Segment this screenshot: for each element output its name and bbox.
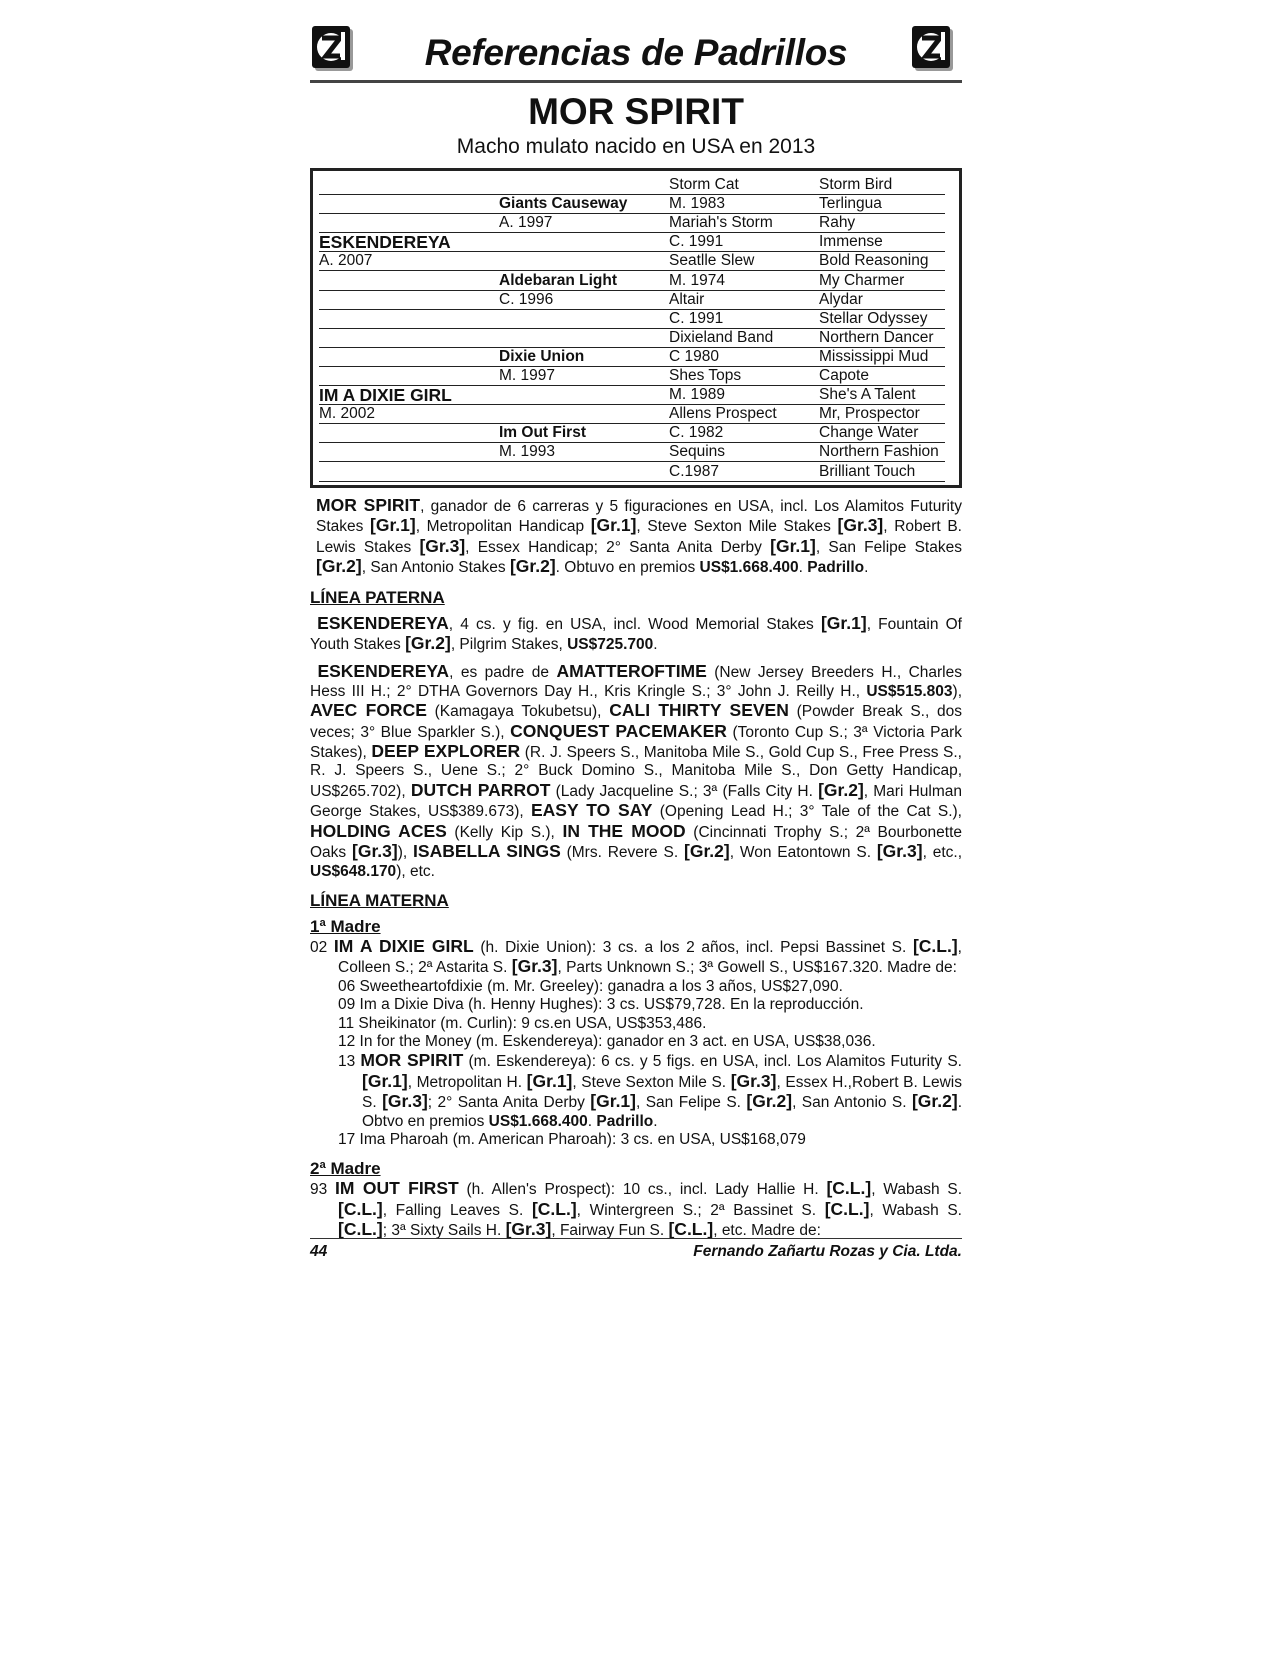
grade-badge: [Gr.1] xyxy=(820,612,867,633)
pedigree-cell: C.1987 xyxy=(669,462,719,480)
pedigree-cell: Altair xyxy=(669,290,705,308)
list-item: 06 Sweetheartofdixie (m. Mr. Greeley): ganadra a los 3 años, US$27,090. xyxy=(338,977,843,995)
pedigree-cell: C. 1991 xyxy=(669,309,724,327)
pedigree-cell: Rahy xyxy=(819,214,856,232)
pedigree-cell: Mississippi Mud xyxy=(819,347,929,365)
pedigree-row xyxy=(319,462,945,482)
grade-badge: [Gr.2] xyxy=(316,556,362,577)
madre-2-paragraph: 93 IM OUT FIRST (h. Allen's Prospect): 10 cs., incl. Lady Hallie H. [C.L.], Wabash S. [C.L.], Falling Leaves S. [C.L.], Wintergreen S.; 2ª Bassinet S. [C.L.], Wabash S. [C.L.]; 3ª Sixty Sails H. [Gr.3], Fairway Fun S. [C.L.], etc. Madre de: xyxy=(310,1178,963,1240)
grade-badge: [Gr.1] xyxy=(370,515,416,536)
paterna-paragraph-1: ESKENDEREYA, 4 cs. y fig. en USA, incl. Wood Memorial Stakes [Gr.1], Fountain Of Youth Stakes [Gr.2], Pilgrim Stakes, US$725.700. xyxy=(310,612,962,654)
pedigree-row xyxy=(319,309,945,329)
pedigree-cell: Capote xyxy=(819,367,869,384)
pedigree-cell: Im Out First xyxy=(499,424,586,442)
intro-paragraph: MOR SPIRIT, ganador de 6 carreras y 5 figuraciones en USA, incl. Los Alamitos Futurity Stakes [Gr.1], Metropolitan Handicap [Gr.1], Steve Sexton Mile Stakes [Gr.3], Robert B. Lewis Stakes [Gr.3], Essex Handicap; 2° Santa Anita Derby [Gr.1], San Felipe Stakes [Gr.2], San Antonio Stakes [Gr.2]. Obtuvo en premios US$1.668.400. Padrillo. xyxy=(316,495,962,577)
pedigree-row xyxy=(319,232,945,252)
footer-company: Fernando Zañartu Rozas y Cia. Ltda. xyxy=(693,1243,962,1260)
pedigree-row xyxy=(319,328,945,348)
pedigree-cell: Mariah's Storm xyxy=(669,214,773,232)
pedigree-cell: C. 1996 xyxy=(499,290,554,308)
pedigree-cell: Dixie Union xyxy=(499,347,585,365)
pedigree-cell: M. 1993 xyxy=(499,443,556,461)
pedigree-cell: She's A Talent xyxy=(819,386,916,404)
horse-name: MOR SPIRIT xyxy=(528,91,744,132)
list-item: 13 MOR SPIRIT (m. Eskendereya): 6 cs. y 5 figs. en USA, incl. Los Alamitos Futurity S. [Gr.1], Metropolitan H. [Gr.1], Steve Sexton Mile S. [Gr.3], Essex H.,Robert B. Lewis S. [Gr.3]; 2° Santa Anita Derby [Gr.1], San Felipe S. [Gr.2], San Antonio S. [Gr.2]. Obtvo en premios US$1.668.400. Padrillo. xyxy=(338,1050,963,1130)
pedigree-cell: A. 2007 xyxy=(319,252,373,270)
list-item: 09 Im a Dixie Diva (h. Henny Hughes): 3 cs. US$79,728. En la reproducción. xyxy=(338,996,864,1014)
madre-1-offspring-list xyxy=(310,978,962,1150)
pedigree-row xyxy=(319,213,945,233)
pedigree-cell: Change Water xyxy=(819,424,919,442)
pedigree-row xyxy=(319,194,945,214)
pedigree-row xyxy=(319,423,945,443)
madre-1-paragraph: 02 IM A DIXIE GIRL (h. Dixie Union): 3 cs. a los 2 años, incl. Pepsi Bassinet S. [C.L.], Colleen S.; 2ª Astarita S. [Gr.3], Parts Unknown S.; 3ª Gowell S., US$167.320. Madre de: xyxy=(310,935,962,977)
pedigree-cell: Mr, Prospector xyxy=(819,405,920,423)
pedigree-cell: Aldebaran Light xyxy=(499,271,617,289)
page-number: 44 xyxy=(310,1243,328,1260)
pedigree-cell: Sequins xyxy=(669,443,726,461)
pedigree-cell: Stellar Odyssey xyxy=(819,309,928,327)
pedigree-row xyxy=(319,366,945,386)
pedigree-cell: Shes Tops xyxy=(669,367,742,384)
earnings: US$725.700 xyxy=(567,636,654,654)
paterna-paragraph-2: ESKENDEREYA, es padre de AMATTEROFTIME (New Jersey Breeders H., Charles Hess III H.; 2° DTHA Governors Day H., Kris Kringle S.; 3° John J. Reilly H., US$515.803), AVEC FORCE (Kamagaya Tokubetsu), CALI THIRTY SEVEN (Powder Break S., dos veces; 3° Blue Sparkler S.), CONQUEST PACEMAKER (Toronto Cup S.; 3ª Victoria Park Stakes), DEEP EXPLORER (R. J. Speers S., Manitoba Mile S., Gold Cup S., Free Press S., R. J. Speers S., Uene S.; 2° Buck Domino S., Manitoba Mile S., Don Getty Handicap, US$265.702), DUTCH PARROT (Lady Jacqueline S.; 3ª (Falls City H. [Gr.2], Mari Hulman George Stakes, US$389.673), EASY TO SAY (Opening Lead H.; 3° Tale of the Cat S.), HOLDING ACES (Kelly Kip S.), IN THE MOOD (Cincinnati Trophy S.; 2ª Bourbonette Oaks [Gr.3]), ISABELLA SINGS (Mrs. Revere S. [Gr.2], Won Eatontown S. [Gr.3], etc., US$648.170), etc. xyxy=(310,661,963,880)
section-heading-materna: LÍNEA MATERNA xyxy=(310,890,449,910)
header-rule xyxy=(310,80,962,83)
pedigree-row xyxy=(319,442,945,462)
pedigree-table xyxy=(310,168,962,488)
document-page xyxy=(310,20,963,1260)
pedigree-cell: Storm Cat xyxy=(669,176,739,193)
earnings: US$1.668.400 xyxy=(699,559,799,577)
pedigree-cell: Terlingua xyxy=(819,195,882,213)
pedigree-cell: ESKENDEREYA xyxy=(319,232,451,253)
grade-badge: [Gr.2] xyxy=(509,556,556,577)
pedigree-cell: M. 1997 xyxy=(499,367,556,384)
page-header xyxy=(310,20,962,82)
pedigree-cell: Alydar xyxy=(819,290,863,308)
pedigree-cell: Dixieland Band xyxy=(669,328,774,346)
pedigree-cell: M. 2002 xyxy=(319,405,376,423)
heading-madre-1: 1ª Madre xyxy=(310,916,381,936)
pedigree-cell: Immense xyxy=(819,233,883,251)
pedigree-row xyxy=(319,290,945,310)
pedigree-cell: Seatlle Slew xyxy=(669,252,755,270)
pedigree-cell: C. 1991 xyxy=(669,233,724,251)
pedigree-cell: C 1980 xyxy=(669,347,719,365)
section-heading-paterna: LÍNEA PATERNA xyxy=(310,587,445,607)
pedigree-row xyxy=(319,385,945,405)
heading-madre-2: 2ª Madre xyxy=(310,1159,381,1179)
page-title: Referencias de Padrillos xyxy=(424,32,848,73)
grade-badge: [Gr.1] xyxy=(770,535,816,556)
pedigree-cell: Northern Fashion xyxy=(819,443,939,461)
pedigree-cell: My Charmer xyxy=(819,271,905,289)
horse-name-inline: MOR SPIRIT xyxy=(316,495,421,515)
pedigree-cell: Storm Bird xyxy=(819,176,893,193)
grade-badge: [Gr.2] xyxy=(405,633,451,654)
grade-badge: [Gr.3] xyxy=(837,515,884,536)
pedigree-row xyxy=(319,271,945,291)
pedigree-cell: A. 1997 xyxy=(499,214,553,232)
pedigree-row xyxy=(319,175,945,195)
pedigree-cell: IM A DIXIE GIRL xyxy=(319,385,452,406)
grade-badge: [Gr.1] xyxy=(590,515,637,536)
list-item: 17 Ima Pharoah (m. American Pharoah): 3 cs. en USA, US$168,079 xyxy=(338,1130,806,1148)
pedigree-row xyxy=(319,404,945,424)
pedigree-cell: Allens Prospect xyxy=(669,405,777,423)
pedigree-cell: M. 1974 xyxy=(669,271,726,289)
pedigree-cell: Giants Causeway xyxy=(499,195,628,213)
status-label: Padrillo xyxy=(807,559,865,577)
pedigree-cell: C. 1982 xyxy=(669,424,724,442)
publisher-logo-right xyxy=(910,24,956,74)
list-item: 12 In for the Money (m. Eskendereya): ganador en 3 act. en USA, US$38,036. xyxy=(338,1032,876,1050)
horse-subtitle: Macho mulato nacido en USA en 2013 xyxy=(456,135,816,158)
pedigree-cell: Bold Reasoning xyxy=(819,252,929,270)
page-footer xyxy=(310,1238,962,1260)
pedigree-cell: Northern Dancer xyxy=(819,328,934,346)
pedigree-row xyxy=(319,251,945,271)
pedigree-cell: Brilliant Touch xyxy=(819,462,916,480)
list-item: 11 Sheikinator (m. Curlin): 9 cs.en USA, US$353,486. xyxy=(338,1014,707,1032)
pedigree-cell: M. 1989 xyxy=(669,386,726,404)
pedigree-row xyxy=(319,347,945,367)
grade-badge: [Gr.3] xyxy=(419,535,466,556)
pedigree-cell: M. 1983 xyxy=(669,195,726,213)
